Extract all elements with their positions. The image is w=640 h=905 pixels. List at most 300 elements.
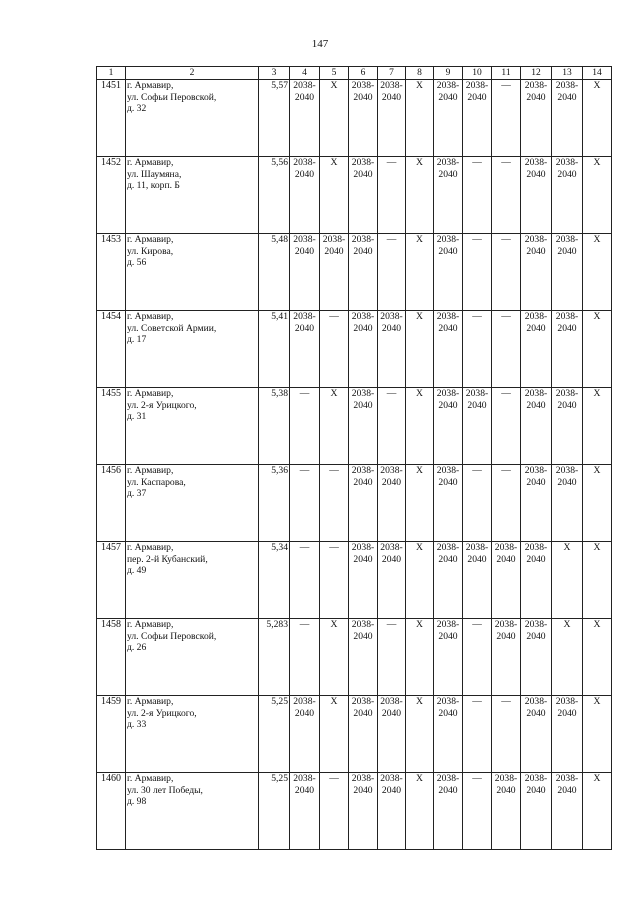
cell-text: 2040 [294, 245, 315, 257]
address-line: д. 37 [127, 488, 147, 499]
cell-text: 2038- [436, 619, 460, 630]
row-number: 1453 [97, 234, 126, 311]
period-cell [492, 773, 521, 850]
period-cell [492, 311, 521, 388]
table-row [97, 773, 612, 850]
cell-text: 2040 [557, 784, 577, 796]
table-row [97, 542, 612, 619]
cell-text: 2040 [526, 399, 546, 411]
cell-text: Х [416, 465, 423, 476]
column-header: 5 [320, 67, 349, 80]
address-line: г. Армавир, [127, 157, 174, 168]
row-number: 1452 [97, 157, 126, 234]
cell-text: 2038- [436, 773, 460, 784]
period-cell [349, 696, 378, 773]
period-cell [521, 234, 552, 311]
period-cell [492, 157, 521, 234]
cell-text: — [386, 388, 397, 399]
cell-text: 2038- [380, 311, 403, 322]
period-cell [434, 773, 463, 850]
cell-text: 2040 [526, 476, 546, 488]
period-cell [406, 542, 434, 619]
period-cell [349, 465, 378, 542]
cell-text: 2040 [526, 707, 546, 719]
cell-text: Х [416, 542, 423, 553]
period-cell [349, 157, 378, 234]
cell-text: 2040 [557, 322, 577, 334]
period-cell [463, 388, 492, 465]
area-value: 5,283 [259, 619, 290, 696]
cell-text: — [472, 696, 482, 707]
column-header: 13 [552, 67, 583, 80]
cell-text: 2040 [557, 476, 577, 488]
cell-text: 2038- [524, 388, 548, 399]
cell-text: 2038- [436, 388, 460, 399]
cell-text: 2038- [293, 773, 316, 784]
column-header: 4 [290, 67, 320, 80]
address-cell [126, 542, 259, 619]
cell-text: 2038- [436, 696, 460, 707]
cell-text: — [299, 542, 310, 553]
period-cell [320, 311, 349, 388]
cell-text: 2040 [557, 707, 577, 719]
period-cell [583, 234, 612, 311]
address-line: д. 49 [127, 565, 147, 576]
address-line: пер. 2-й Кубанский, [127, 553, 208, 565]
period-cell [434, 311, 463, 388]
cell-text: — [329, 542, 339, 553]
cell-text: 2040 [381, 784, 402, 796]
period-cell [463, 465, 492, 542]
period-cell [434, 80, 463, 157]
address-line: д. 32 [127, 103, 147, 114]
period-cell [406, 311, 434, 388]
period-cell [583, 311, 612, 388]
cell-text: — [501, 388, 511, 399]
column-header: 8 [406, 67, 434, 80]
period-cell [492, 542, 521, 619]
cell-text: 2040 [557, 91, 577, 103]
period-cell [492, 465, 521, 542]
area-value: 5,48 [259, 234, 290, 311]
address-cell [126, 619, 259, 696]
cell-text: 2038- [351, 80, 375, 91]
cell-text: 2040 [438, 168, 458, 180]
period-cell [378, 619, 406, 696]
cell-text: 2040 [526, 168, 546, 180]
address-line: г. Армавир, [127, 388, 174, 399]
cell-text: 2040 [526, 553, 546, 565]
cell-text: 2038- [351, 696, 375, 707]
period-cell [463, 157, 492, 234]
table-row [97, 388, 612, 465]
cell-text: 2038- [351, 773, 375, 784]
cell-text: 2038- [555, 311, 579, 322]
table-row [97, 157, 612, 234]
period-cell [406, 234, 434, 311]
cell-text: 2038- [555, 234, 579, 245]
period-cell [492, 388, 521, 465]
address-line: г. Армавир, [127, 696, 174, 707]
cell-text: 2040 [381, 91, 402, 103]
period-cell [463, 542, 492, 619]
cell-text: 2040 [526, 322, 546, 334]
period-cell [463, 80, 492, 157]
address-line: д. 31 [127, 411, 147, 422]
cell-text: — [501, 80, 511, 91]
cell-text: 2038- [524, 465, 548, 476]
cell-text: — [329, 311, 339, 322]
column-header: 9 [434, 67, 463, 80]
cell-text: — [329, 773, 339, 784]
column-header: 7 [378, 67, 406, 80]
cell-text: Х [416, 696, 423, 707]
period-cell [349, 80, 378, 157]
period-cell [552, 542, 583, 619]
cell-text: 2038- [293, 311, 316, 322]
cell-text: 2038- [555, 773, 579, 784]
cell-text: 2040 [467, 553, 487, 565]
period-cell [320, 619, 349, 696]
cell-text: 2040 [353, 399, 373, 411]
cell-text: Х [330, 696, 338, 707]
period-cell [521, 311, 552, 388]
period-cell [290, 388, 320, 465]
cell-text: 2040 [438, 322, 458, 334]
cell-text: — [472, 773, 482, 784]
period-cell [492, 80, 521, 157]
period-cell [552, 234, 583, 311]
period-cell [463, 696, 492, 773]
cell-text: 2040 [557, 245, 577, 257]
cell-text: 2040 [353, 630, 373, 642]
cell-text: — [386, 157, 397, 168]
period-cell [406, 773, 434, 850]
column-header: 3 [259, 67, 290, 80]
period-cell [349, 311, 378, 388]
cell-text: 2040 [438, 630, 458, 642]
row-number: 1454 [97, 311, 126, 388]
address-line: ул. 2-я Урицкого, [127, 399, 197, 411]
period-cell [349, 773, 378, 850]
period-cell [463, 311, 492, 388]
column-header: 12 [521, 67, 552, 80]
cell-text: 2040 [496, 784, 516, 796]
period-cell [290, 311, 320, 388]
cell-text: Х [416, 80, 423, 91]
schedule-table [96, 66, 612, 850]
period-cell [521, 80, 552, 157]
period-cell [583, 157, 612, 234]
cell-text: Х [593, 234, 601, 245]
period-cell [290, 80, 320, 157]
table-row [97, 465, 612, 542]
address-line: г. Армавир, [127, 619, 174, 630]
cell-text: Х [416, 773, 423, 784]
cell-text: 2040 [381, 707, 402, 719]
cell-text: 2038- [494, 619, 518, 630]
cell-text: 2040 [438, 553, 458, 565]
cell-text: 2038- [351, 311, 375, 322]
cell-text: 2038- [322, 234, 346, 245]
cell-text: Х [593, 773, 601, 784]
address-line: г. Армавир, [127, 311, 174, 322]
period-cell [434, 465, 463, 542]
column-header: 10 [463, 67, 492, 80]
cell-text: 2040 [381, 476, 402, 488]
period-cell [378, 465, 406, 542]
area-value: 5,34 [259, 542, 290, 619]
cell-text: 2040 [381, 322, 402, 334]
cell-text: 2038- [524, 234, 548, 245]
address-cell [126, 311, 259, 388]
area-value: 5,38 [259, 388, 290, 465]
cell-text: Х [416, 234, 423, 245]
cell-text: 2040 [294, 168, 315, 180]
period-cell [583, 696, 612, 773]
cell-text: Х [330, 80, 338, 91]
cell-text: 2040 [438, 476, 458, 488]
period-cell [320, 696, 349, 773]
cell-text: 2038- [436, 542, 460, 553]
period-cell [463, 234, 492, 311]
cell-text: Х [416, 157, 423, 168]
cell-text: 2040 [467, 399, 487, 411]
cell-text: 2038- [555, 80, 579, 91]
cell-text: — [472, 465, 482, 476]
address-line: д. 98 [127, 796, 147, 807]
cell-text: 2040 [438, 784, 458, 796]
cell-text: 2038- [293, 80, 316, 91]
address-cell [126, 388, 259, 465]
cell-text: Х [416, 388, 423, 399]
period-cell [434, 234, 463, 311]
cell-text: 2040 [353, 168, 373, 180]
column-header: 6 [349, 67, 378, 80]
cell-text: Х [593, 619, 601, 630]
period-cell [552, 388, 583, 465]
area-value: 5,41 [259, 311, 290, 388]
address-cell [126, 465, 259, 542]
cell-text: 2038- [555, 465, 579, 476]
period-cell [583, 465, 612, 542]
cell-text: 2038- [351, 388, 375, 399]
address-line: г. Армавир, [127, 234, 174, 245]
cell-text: 2038- [436, 465, 460, 476]
cell-text: Х [416, 311, 423, 322]
cell-text: Х [593, 80, 601, 91]
period-cell [552, 619, 583, 696]
cell-text: Х [593, 542, 601, 553]
period-cell [320, 234, 349, 311]
period-cell [552, 311, 583, 388]
period-cell [406, 696, 434, 773]
period-cell [290, 619, 320, 696]
address-line: ул. 30 лет Победы, [127, 784, 203, 796]
table-body [97, 80, 612, 850]
table-row [97, 619, 612, 696]
period-cell [521, 465, 552, 542]
cell-text: 2040 [496, 630, 516, 642]
cell-text: 2038- [524, 542, 548, 553]
cell-text: — [386, 234, 397, 245]
period-cell [320, 157, 349, 234]
row-number: 1459 [97, 696, 126, 773]
area-value: 5,25 [259, 773, 290, 850]
cell-text: 2040 [353, 476, 373, 488]
cell-text: 2038- [351, 465, 375, 476]
cell-text: 2040 [438, 399, 458, 411]
cell-text: 2040 [557, 168, 577, 180]
address-line: ул. Шаумяна, [127, 168, 182, 180]
address-line: д. 33 [127, 719, 147, 730]
period-cell [349, 619, 378, 696]
page-number: 147 [311, 38, 329, 50]
cell-text: — [386, 619, 397, 630]
area-value: 5,56 [259, 157, 290, 234]
cell-text: 2040 [294, 784, 315, 796]
cell-text: 2038- [465, 80, 489, 91]
cell-text: 2038- [351, 619, 375, 630]
period-cell [583, 542, 612, 619]
period-cell [492, 234, 521, 311]
period-cell [583, 619, 612, 696]
row-number: 1460 [97, 773, 126, 850]
period-cell [583, 773, 612, 850]
cell-text: Х [563, 542, 571, 553]
cell-text: 2038- [380, 465, 403, 476]
cell-text: 2040 [381, 553, 402, 565]
cell-text: 2038- [555, 388, 579, 399]
cell-text: — [329, 465, 339, 476]
cell-text: 2040 [324, 245, 344, 257]
row-number: 1456 [97, 465, 126, 542]
cell-text: 2040 [526, 784, 546, 796]
cell-text: Х [330, 619, 338, 630]
cell-text: Х [416, 619, 423, 630]
period-cell [290, 696, 320, 773]
cell-text: 2038- [380, 80, 403, 91]
cell-text: 2038- [524, 311, 548, 322]
period-cell [521, 773, 552, 850]
cell-text: Х [593, 696, 601, 707]
address-cell [126, 234, 259, 311]
period-cell [521, 696, 552, 773]
cell-text: 2038- [380, 696, 403, 707]
cell-text: 2038- [524, 773, 548, 784]
period-cell [434, 542, 463, 619]
cell-text: Х [593, 311, 601, 322]
address-line: ул. Каспарова, [127, 476, 186, 488]
cell-text: 2038- [524, 619, 548, 630]
address-line: ул. Софьи Перовской, [127, 91, 217, 103]
table-row [97, 80, 612, 157]
area-value: 5,57 [259, 80, 290, 157]
period-cell [290, 542, 320, 619]
address-cell [126, 696, 259, 773]
period-cell [552, 773, 583, 850]
cell-text: — [299, 619, 310, 630]
cell-text: 2040 [496, 553, 516, 565]
period-cell [320, 80, 349, 157]
cell-text: 2038- [380, 542, 403, 553]
address-cell [126, 80, 259, 157]
address-line: г. Армавир, [127, 773, 174, 784]
cell-text: 2038- [351, 234, 375, 245]
row-number: 1458 [97, 619, 126, 696]
address-line: г. Армавир, [127, 542, 174, 553]
period-cell [349, 234, 378, 311]
cell-text: 2040 [353, 322, 373, 334]
address-cell [126, 157, 259, 234]
table-row [97, 311, 612, 388]
cell-text: — [472, 234, 482, 245]
address-line: ул. 2-я Урицкого, [127, 707, 197, 719]
period-cell [463, 773, 492, 850]
period-cell [552, 157, 583, 234]
area-value: 5,25 [259, 696, 290, 773]
period-cell [552, 465, 583, 542]
row-number: 1457 [97, 542, 126, 619]
cell-text: 2040 [353, 553, 373, 565]
cell-text: 2040 [294, 91, 315, 103]
column-header: 2 [126, 67, 259, 80]
cell-text: 2040 [353, 707, 373, 719]
header-row [97, 67, 612, 80]
period-cell [492, 619, 521, 696]
column-header: 11 [492, 67, 521, 80]
period-cell [521, 157, 552, 234]
cell-text: — [299, 465, 310, 476]
cell-text: — [472, 619, 482, 630]
period-cell [378, 388, 406, 465]
period-cell [552, 696, 583, 773]
cell-text: 2040 [438, 245, 458, 257]
period-cell [406, 465, 434, 542]
period-cell [349, 388, 378, 465]
address-line: д. 56 [127, 257, 147, 268]
cell-text: 2038- [436, 157, 460, 168]
cell-text: — [299, 388, 310, 399]
period-cell [290, 234, 320, 311]
period-cell [521, 542, 552, 619]
cell-text: Х [593, 388, 601, 399]
period-cell [406, 619, 434, 696]
address-cell [126, 773, 259, 850]
cell-text: 2038- [293, 696, 316, 707]
period-cell [320, 542, 349, 619]
period-cell [320, 465, 349, 542]
address-line: ул. Кирова, [127, 245, 174, 257]
cell-text: — [501, 234, 511, 245]
cell-text: 2038- [351, 542, 375, 553]
cell-text: — [501, 157, 511, 168]
table-row [97, 696, 612, 773]
period-cell [378, 696, 406, 773]
cell-text: 2038- [494, 773, 518, 784]
cell-text: 2040 [526, 245, 546, 257]
period-cell [434, 157, 463, 234]
period-cell [290, 465, 320, 542]
period-cell [378, 80, 406, 157]
address-line: д. 11, корп. Б [127, 180, 180, 191]
address-line: д. 17 [127, 334, 147, 345]
cell-text: 2040 [353, 91, 373, 103]
period-cell [492, 696, 521, 773]
cell-text: 2038- [293, 157, 316, 168]
address-line: ул. Софьи Перовской, [127, 630, 217, 642]
cell-text: 2038- [524, 696, 548, 707]
